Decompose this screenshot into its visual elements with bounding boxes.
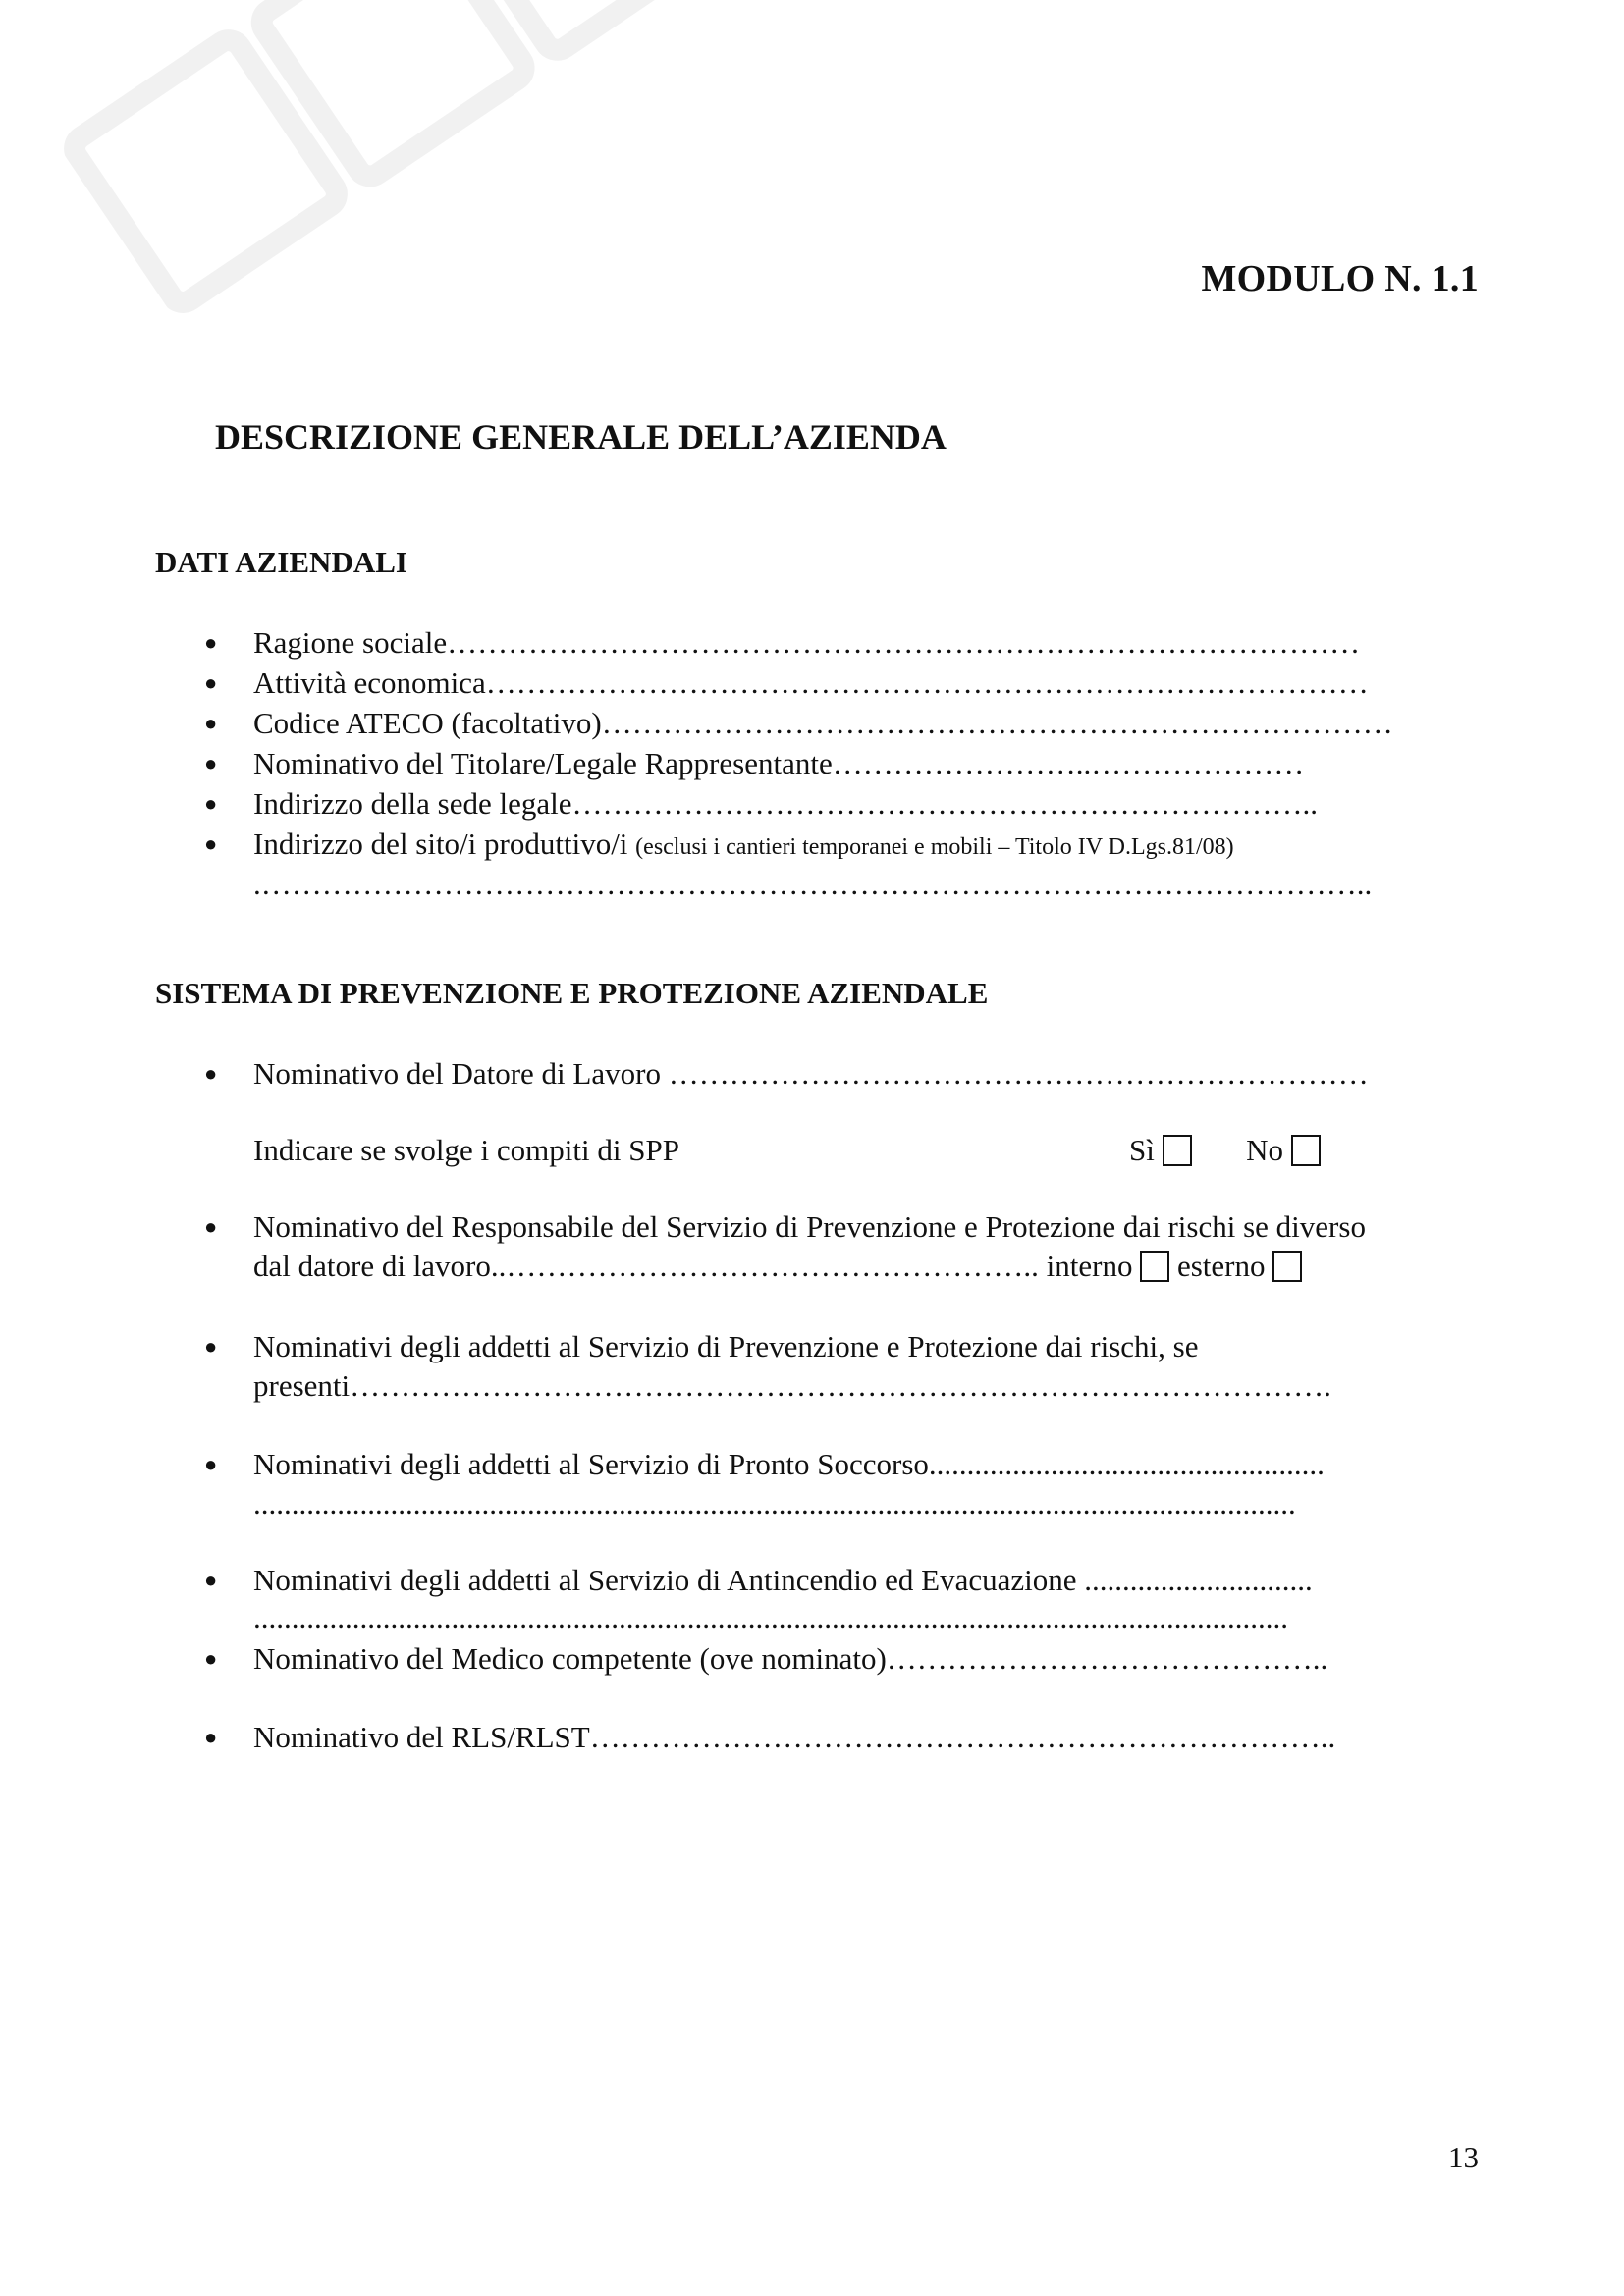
field-rls[interactable]: Nominativo del RLS/RLST……………………………………………………………….. bbox=[253, 1720, 1336, 1754]
bullet-icon: ● bbox=[204, 1334, 218, 1359]
field-pronto-soccorso-line1[interactable]: Nominativi degli addetti al Servizio di Pronto Soccorso.................................................... bbox=[253, 1447, 1325, 1481]
field-rspp-line2[interactable]: dal datore di lavoro..…………………………………………….. interno esterno bbox=[253, 1247, 1471, 1286]
field-rspp-line1: Nominativo del Responsabile del Servizio di Prevenzione e Protezione dai rischi se diverso bbox=[253, 1209, 1366, 1244]
field-medico-competente[interactable]: Nominativo del Medico competente (ove nominato)…………………………………….. bbox=[253, 1641, 1328, 1676]
bullet-icon: ● bbox=[204, 1452, 218, 1476]
field-sito-produttivo-leader[interactable]: .……………………………………………………………………………………………….. bbox=[253, 867, 1373, 901]
bullet-icon: ● bbox=[204, 1646, 218, 1671]
bullet-icon: ● bbox=[204, 1725, 218, 1749]
bullet-icon: ● bbox=[204, 1061, 218, 1086]
rspp-esterno-checkbox[interactable] bbox=[1272, 1251, 1302, 1282]
modulo-number: MODULO N. 1.1 bbox=[1201, 258, 1479, 299]
field-sito-produttivo[interactable]: Indirizzo del sito/i produttivo/i (esclusi i cantieri temporanei e mobili – Titolo IV D.Lgs.81/08) bbox=[253, 827, 1234, 861]
field-antincendio-line2[interactable]: ........................................................................................................................................ bbox=[253, 1600, 1288, 1634]
rspp-interno-checkbox[interactable] bbox=[1140, 1251, 1169, 1282]
field-ragione-sociale[interactable]: Ragione sociale……………………………………………………………………………… bbox=[253, 625, 1361, 660]
field-pronto-soccorso-line2[interactable]: ......................................................................................................................................... bbox=[253, 1486, 1296, 1521]
field-titolare[interactable]: Nominativo del Titolare/Legale Rappresentante……………………..………………… bbox=[253, 746, 1305, 780]
spp-no-label: No bbox=[1246, 1133, 1283, 1167]
field-addetti-spp-line2[interactable]: presenti……………………………………………………………………………………. bbox=[253, 1368, 1331, 1403]
section-heading-dati-aziendali: DATI AZIENDALI bbox=[155, 545, 407, 579]
field-sede-legale[interactable]: Indirizzo della sede legale……………………………………………………………….. bbox=[253, 786, 1318, 821]
field-addetti-spp-line1: Nominativi degli addetti al Servizio di Prevenzione e Protezione dai rischi, se bbox=[253, 1329, 1199, 1363]
spp-options bbox=[1129, 1131, 1365, 1170]
bullet-icon: ● bbox=[204, 711, 218, 735]
bullet-icon: ● bbox=[204, 791, 218, 816]
spp-yes-label: Sì bbox=[1129, 1133, 1155, 1167]
bullet-icon: ● bbox=[204, 1568, 218, 1592]
field-codice-ateco[interactable]: Codice ATECO (facoltativo)…………………………………………………………………… bbox=[253, 706, 1393, 740]
bullet-icon: ● bbox=[204, 751, 218, 775]
spp-yes-checkbox[interactable] bbox=[1163, 1135, 1192, 1166]
bullet-icon: ● bbox=[204, 831, 218, 856]
page-number: 13 bbox=[1448, 2140, 1479, 2174]
bullet-icon: ● bbox=[204, 670, 218, 695]
bullet-icon: ● bbox=[204, 1214, 218, 1239]
watermark-logo bbox=[39, 0, 758, 362]
page-title: DESCRIZIONE GENERALE DELL’AZIENDA bbox=[215, 417, 947, 456]
field-antincendio-line1[interactable]: Nominativi degli addetti al Servizio di Antincendio ed Evacuazione .............................. bbox=[253, 1563, 1313, 1597]
bullet-icon: ● bbox=[204, 630, 218, 655]
field-attivita-economica[interactable]: Attività economica…………………………………………………………………………… bbox=[253, 666, 1369, 700]
spp-question: Indicare se svolge i compiti di SPP bbox=[253, 1133, 679, 1167]
spp-no-checkbox[interactable] bbox=[1291, 1135, 1321, 1166]
field-datore-lavoro[interactable]: Nominativo del Datore di Lavoro …………………………………………………………… bbox=[253, 1056, 1369, 1091]
section-heading-sistema: SISTEMA DI PREVENZIONE E PROTEZIONE AZIENDALE bbox=[155, 976, 989, 1010]
